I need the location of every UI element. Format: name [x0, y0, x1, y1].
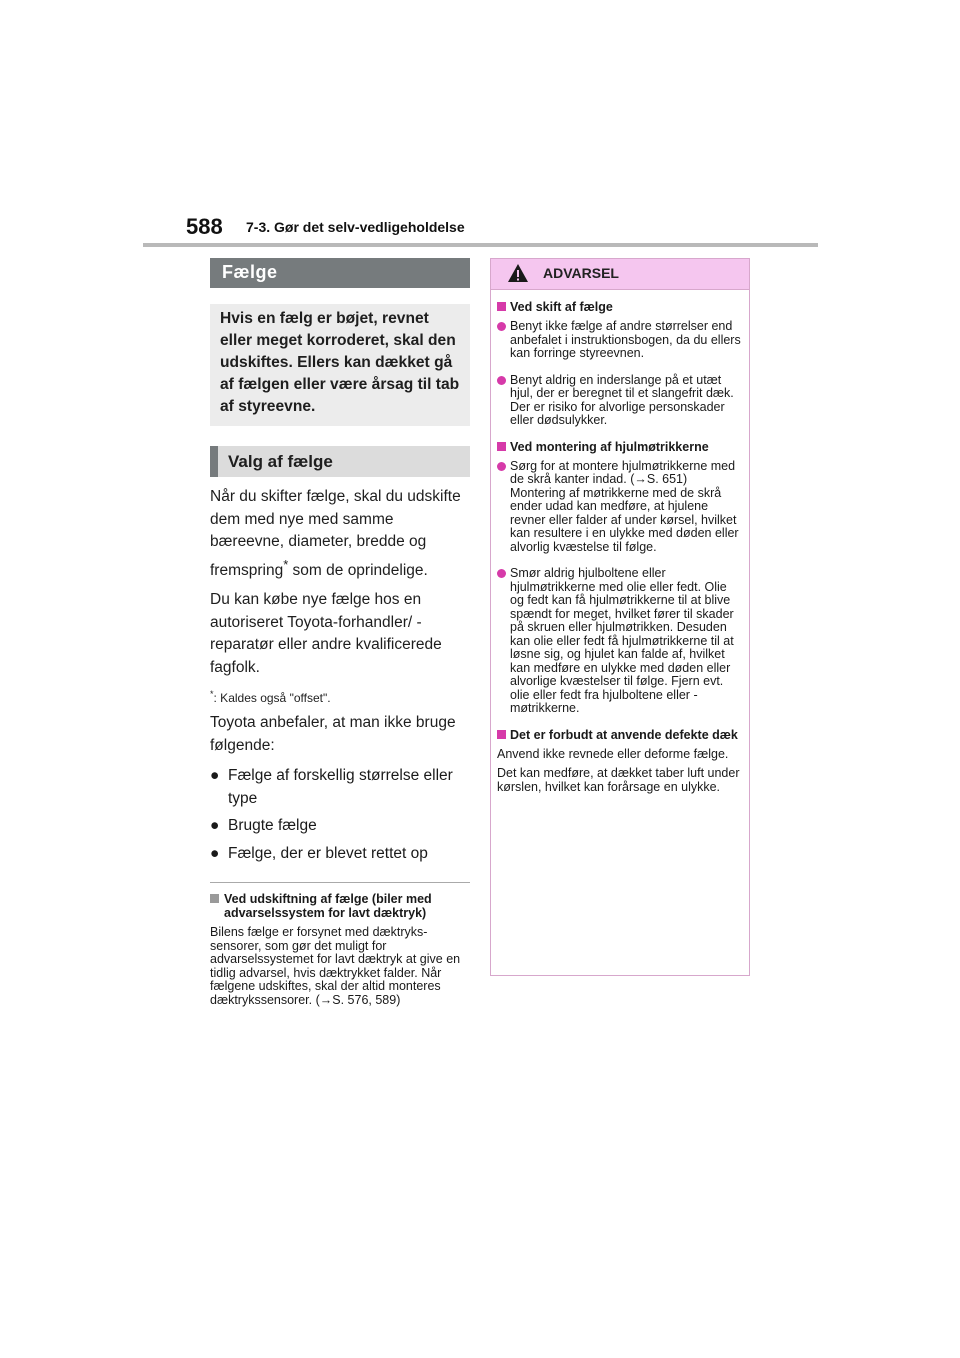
summary-box: Hvis en fælg er bøjet, revnet eller meget korroderet, skal den udskiftes. Ellers kan dækket gå af fælgen eller være årsag til tab af styreevne. [210, 304, 470, 426]
bullet-icon [497, 569, 506, 578]
footnote-text: : Kaldes også "offset". [213, 691, 331, 706]
warning-subheading [497, 300, 743, 314]
square-bullet-icon [210, 894, 219, 903]
bullet-list [210, 765, 470, 865]
warning-paragraph: Det kan medføre, at dækket taber luft under kørslen, hvilket kan forårsage en ulykke. [497, 766, 740, 794]
bullet-icon: ● [210, 767, 220, 785]
bullet-icon [497, 322, 506, 331]
warning-item [497, 460, 743, 555]
warning-subheading [497, 440, 743, 454]
note-text: Bilens fælge er forsynet med dæktryks-sensorer, som gør det muligt for advarselssystemet for lavt dæktryk at give en tidlig advarsel, hvis dæktrykket falder. Når fælgene udskiftes, skal der altid monteres dæktrykssensorer. (→S. 576, 589) [210, 925, 461, 1007]
bullet-icon: ● [210, 817, 220, 835]
list-item [210, 815, 470, 838]
footnote-marker: * [283, 556, 289, 572]
warning-subheading [497, 728, 743, 742]
warning-item [497, 320, 743, 361]
warning-item [497, 374, 743, 428]
warning-subheading-text: Det er forbudt at anvende defekte dæk [510, 727, 738, 742]
warning-paragraph: Anvend ikke revnede eller deforme fælge. [497, 746, 729, 761]
note-heading [210, 892, 470, 920]
warning-subheading-text: Ved skift af fælge [510, 300, 613, 314]
warning-triangle-icon [507, 263, 529, 283]
list-item-text: Fælge af forskellig størrelse eller type [228, 767, 453, 807]
warning-item-text: Benyt ikke fælge af andre størrelser end anbefalet i instruktionsbogen, da du ellers kan forringe styreevnen. [510, 319, 741, 360]
warning-item-text: Sørg for at montere hjulmøtrikkerne med de skrå kanter indad. (→S. 651) Montering af møtrikkerne med de skrå ender udad kan medføre, at hjulene revner eller falder af under kørsel, hvilket kan resultere i en ulykke med døden eller alvorlig kvæstelse til følge. [510, 458, 739, 554]
subsection-heading: Valg af fælge [210, 446, 470, 477]
page-number: 588 [186, 214, 223, 239]
paragraph-recommendation: Toyota anbefaler, at man ikke bruge følgende: [210, 714, 456, 754]
warning-item-text: Benyt aldrig en inderslange på et utæt hjul, der er beregnet til et slangefrit dæk. Der er risiko for alvorlige personskader eller dødsulykker. [510, 372, 734, 427]
warning-item-text: Smør aldrig hjulboltene eller hjulmøtrikkerne med olie eller fedt. Olie og fedt kan få hjulmøtrikkerne til at blive spændt for meget, hvilket fører til skader på skruen eller hjulmøtrikken. Desuden kan olie eller fedt få hjulmøtrikkerne til at løsne sig, og hjulet kan falde af, hvilket kan medføre en ulykke med døden eller alvorlige kvæstelser til følge. Fjern evt. olie eller fedt fra hjulboltene eller -møtrikkerne. [510, 566, 734, 715]
paragraph-replacement [210, 486, 470, 582]
warning-title: ADVARSEL [543, 265, 619, 281]
paragraph-text: Når du skifter fælge, skal du udskifte dem med nye med samme bæreevne, diameter, bredde og fremspring [210, 488, 461, 579]
list-item [210, 765, 470, 810]
list-item-text: Brugte fælge [228, 817, 317, 835]
header-rule [143, 243, 818, 247]
bullet-icon [497, 376, 506, 385]
square-bullet-icon [497, 302, 506, 311]
section-title: 7-3. Gør det selv-vedligeholdelse [246, 219, 465, 235]
list-item [210, 843, 470, 866]
note-heading-text: Ved udskiftning af fælge (biler med advarselssystem for lavt dæktryk) [224, 892, 432, 921]
section-heading: Fælge [210, 258, 470, 288]
paragraph-text: som de oprindelige. [288, 561, 428, 579]
paragraph-purchase: Du kan købe nye fælge hos en autoriseret Toyota-forhandler/ -reparatør eller andre kvalificerede fagfolk. [210, 591, 442, 676]
bullet-icon [497, 462, 506, 471]
warning-header [491, 259, 749, 290]
warning-box [490, 258, 750, 976]
square-bullet-icon [497, 730, 506, 739]
left-column [210, 258, 470, 1007]
bullet-icon: ● [210, 844, 220, 862]
warning-item [497, 567, 743, 716]
warning-subheading-text: Ved montering af hjulmøtrikkerne [510, 439, 709, 454]
footnote-marker: * [210, 689, 214, 700]
list-item-text: Fælge, der er blevet rettet op [228, 844, 428, 862]
warning-body [491, 290, 749, 794]
footnote [210, 687, 470, 706]
square-bullet-icon [497, 442, 506, 451]
divider [210, 882, 470, 883]
